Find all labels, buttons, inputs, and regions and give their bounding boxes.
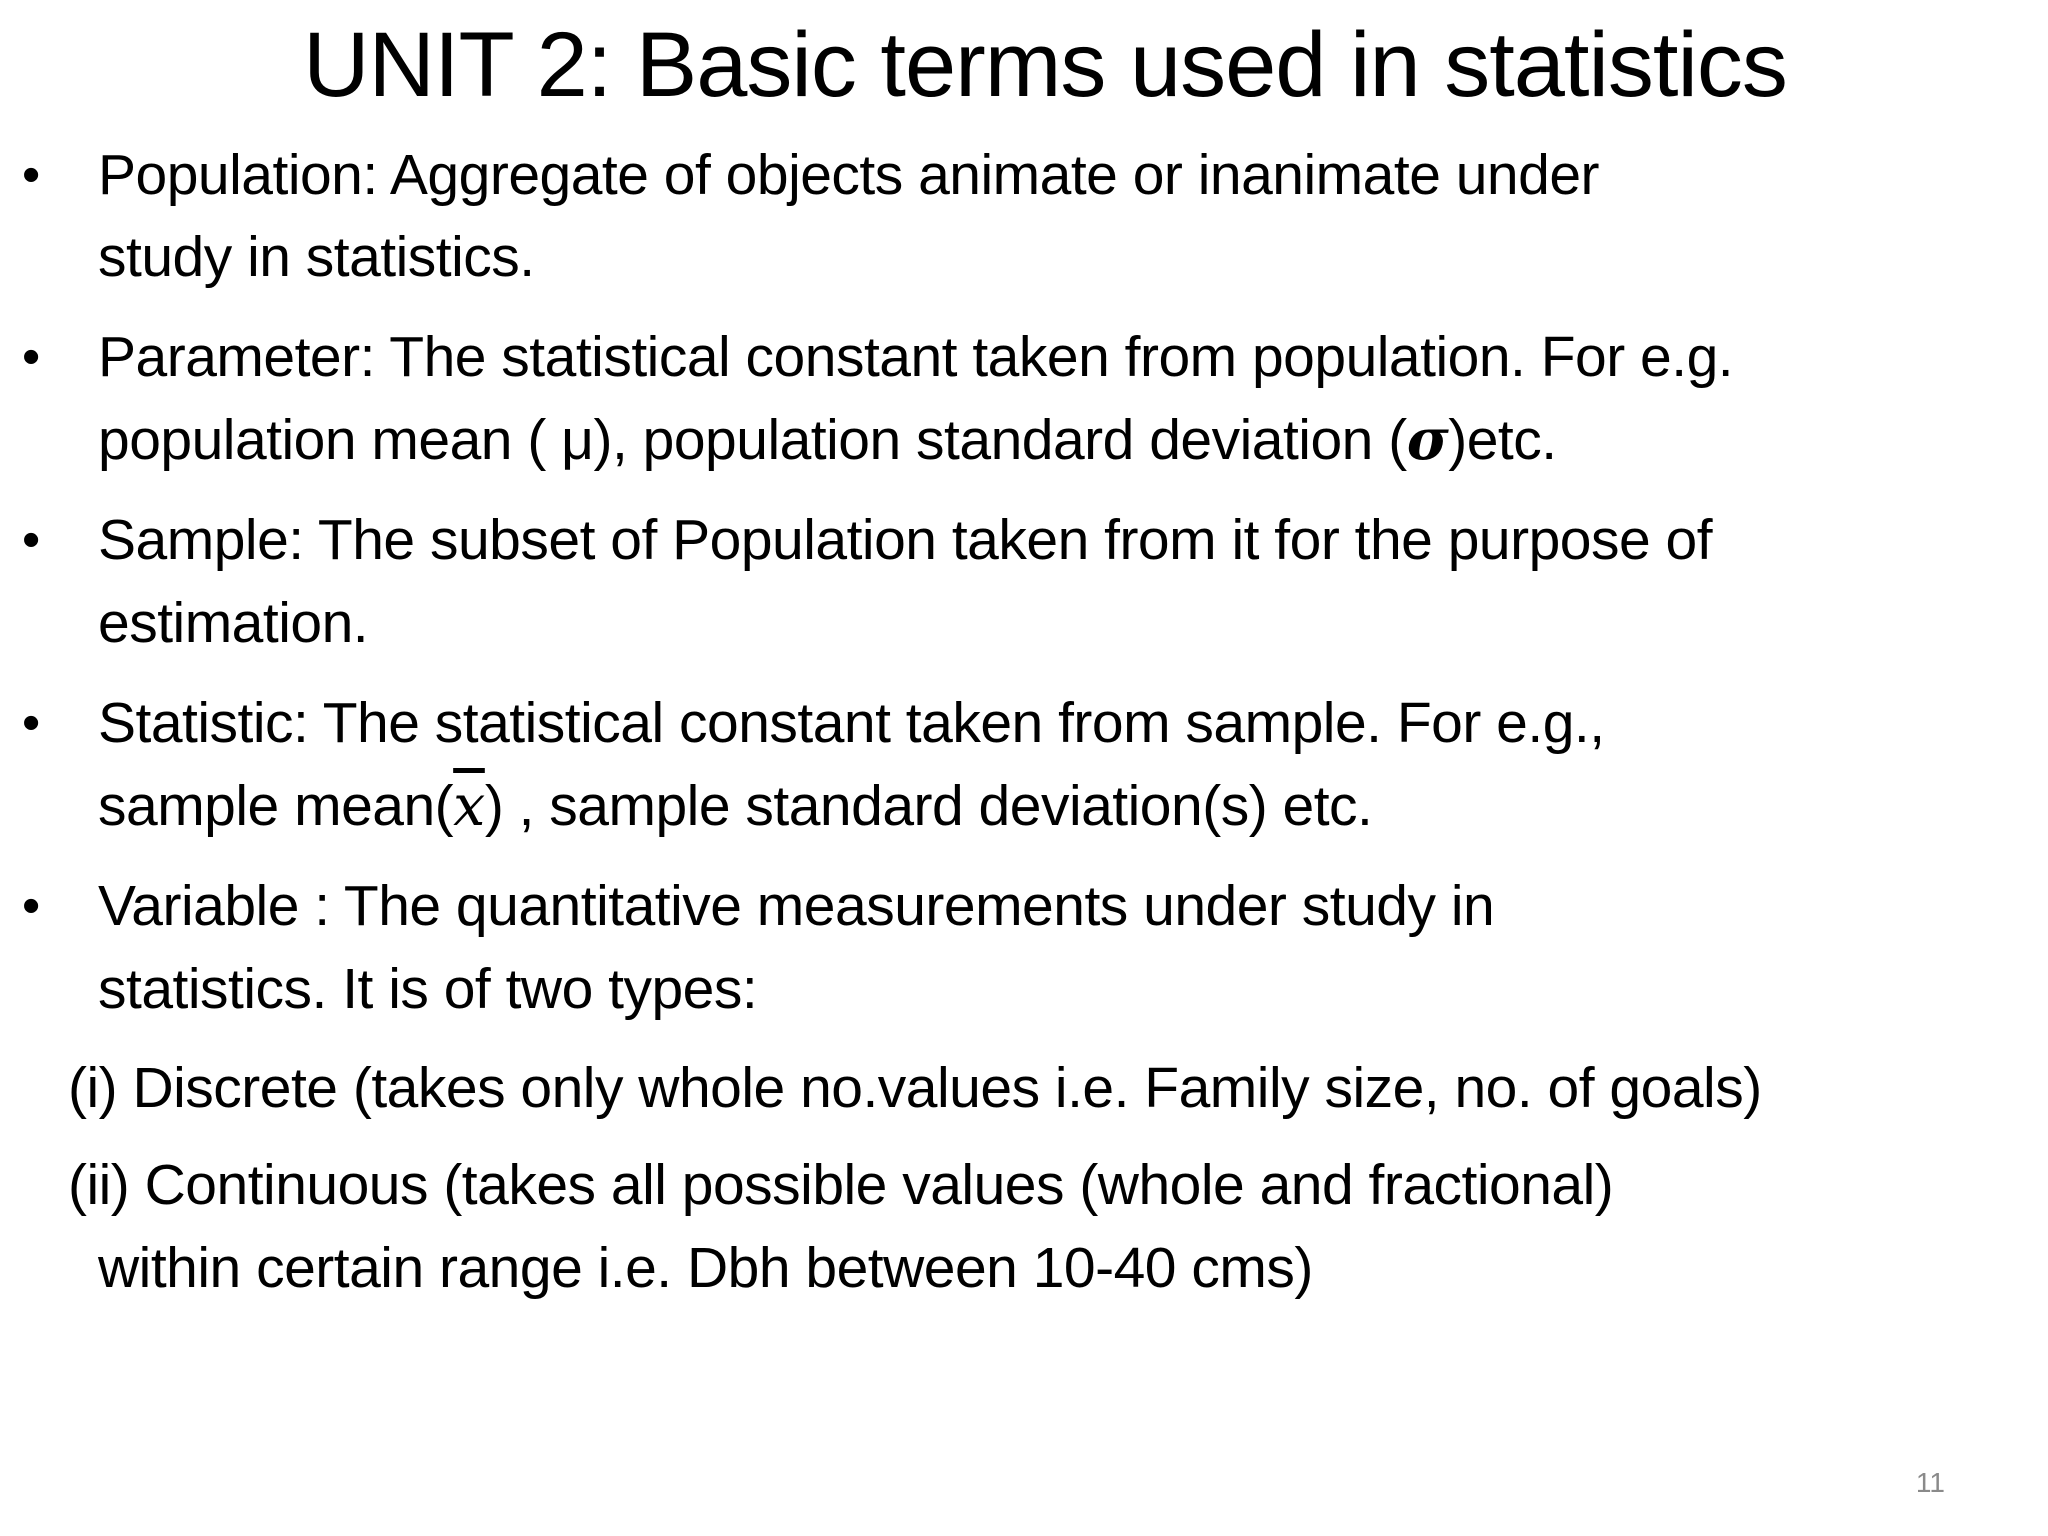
statistic-line-2-text-a: sample mean( <box>98 774 454 838</box>
parameter-line-2-text-a: population mean ( μ), population standard deviation ( <box>98 408 1407 472</box>
variable-line-2: statistics. It is of two types: <box>98 957 758 1021</box>
variable-line-1: Variable : The quantitative measurements under study in <box>98 874 1495 938</box>
slide-title: UNIT 2: Basic terms used in statistics <box>303 14 1787 116</box>
population-line-1: Population: Aggregate of objects animate or inanimate under <box>98 143 1600 207</box>
parameter-line-2 <box>98 405 1557 475</box>
statistic-line-2-text-b: ) , sample standard deviation(s) etc. <box>484 774 1373 838</box>
parameter-line-2-text-b: )etc. <box>1448 408 1557 472</box>
continuous-line-1: (ii) Continuous (takes all possible values (whole and fractional) <box>68 1153 1614 1217</box>
bullet-point: • <box>22 877 41 935</box>
bullet-point: • <box>22 146 41 204</box>
population-line-2: study in statistics. <box>98 225 535 289</box>
parameter-line-1: Parameter: The statistical constant taken from population. For e.g. <box>98 325 1734 389</box>
bullet-point: • <box>22 694 41 752</box>
statistic-line-1: Statistic: The statistical constant taken from sample. For e.g., <box>98 691 1605 755</box>
bullet-point: • <box>22 328 41 386</box>
page-number: 11 <box>1915 1467 1945 1498</box>
sample-line-2: estimation. <box>98 591 369 655</box>
sample-line-1: Sample: The subset of Population taken from it for the purpose of <box>98 508 1713 572</box>
discrete-line: (i) Discrete (takes only whole no.values i.e. Family size, no. of goals) <box>68 1056 1762 1120</box>
statistic-line-2 <box>98 771 1372 841</box>
sigma-symbol: σ <box>1406 406 1449 473</box>
x-bar-symbol: $\overline{x}$ <box>453 773 485 839</box>
bullet-point: • <box>22 511 41 569</box>
continuous-line-2: within certain range i.e. Dbh between 10-40 cms) <box>98 1236 1313 1300</box>
